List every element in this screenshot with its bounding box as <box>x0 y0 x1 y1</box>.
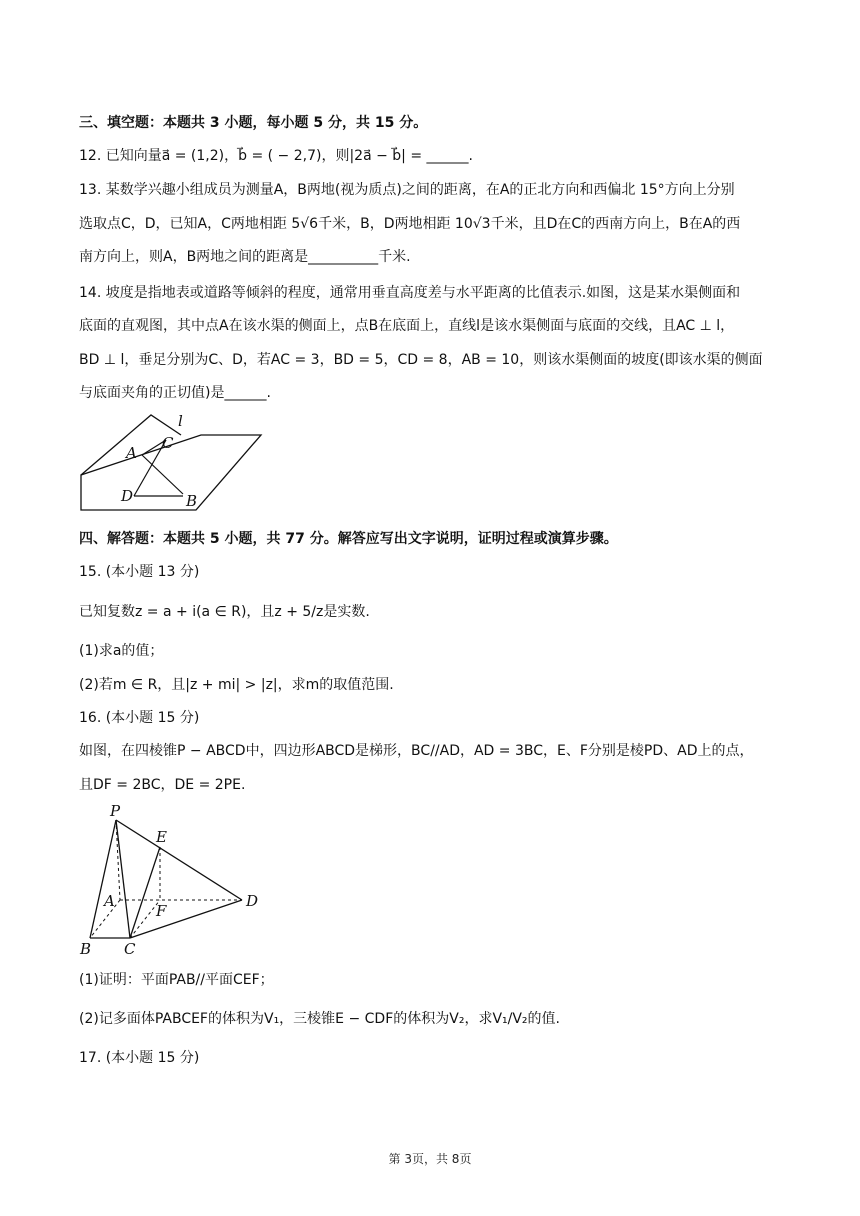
label-d: D <box>246 892 259 910</box>
label-c: C <box>162 434 174 452</box>
question-16-part-2: (2)记多面体PABCEF的体积为V₁，三棱锥E − CDF的体积为V₂，求V₁/V₂的值. <box>79 1011 560 1027</box>
question-16-stem-line-1: 如图，在四棱锥P − ABCD中，四边形ABCD是梯形，BC//AD，AD = 3BC，E、F分别是棱PD、AD上的点， <box>79 743 754 759</box>
question-13-line-3: 南方向上，则A，B两地之间的距离是__________千米. <box>79 249 411 265</box>
label-b: B <box>80 940 92 958</box>
question-15-part-2: (2)若m ∈ R，且|z + mi| > |z|，求m的取值范围. <box>79 677 394 693</box>
question-14-line-4: 与底面夹角的正切值)是______. <box>79 385 271 401</box>
label-p: P <box>110 802 121 820</box>
question-15-title: 15. (本小题 13 分) <box>79 564 200 580</box>
question-14-line-2: 底面的直观图，其中点A在该水渠的侧面上，点B在底面上，直线l是该水渠侧面与底面的交线，且AC ⊥ l， <box>79 318 735 334</box>
question-15-stem: 已知复数z = a + i(a ∈ R)，且z + 5/z是实数. <box>79 604 370 620</box>
edge-ce <box>130 847 160 938</box>
label-d: D <box>121 487 134 505</box>
segment-ab <box>142 455 183 494</box>
question-14-line-1: 14. 坡度是指地表或道路等倾斜的程度，通常用垂直高度差与水平距离的比值表示.如图，这是某水渠侧面和 <box>79 285 741 301</box>
label-e: E <box>156 828 167 846</box>
page-footer: 第 3页，共 8页 <box>388 1152 472 1166</box>
question-15-part-1: (1)求a的值； <box>79 643 164 659</box>
question-12: 12. 已知向量a⃗ = (1,2)，b⃗ = ( − 2,7)，则|2a⃗ − b⃗| = ______. <box>79 148 473 164</box>
label-l: l <box>178 412 183 430</box>
label-c: C <box>124 940 136 958</box>
question-16-stem-line-2: 且DF = 2BC，DE = 2PE. <box>79 777 246 793</box>
label-a: A <box>126 444 137 462</box>
question-16-title: 16. (本小题 15 分) <box>79 710 200 726</box>
label-f: F <box>156 902 167 920</box>
question-17-title: 17. (本小题 15 分) <box>79 1050 200 1066</box>
question-16-figure <box>76 800 276 960</box>
section-heading-solutions: 四、解答题：本题共 5 小题，共 77 分。解答应写出文字说明，证明过程或演算步骤。 <box>79 531 618 547</box>
question-16-part-1: (1)证明：平面PAB//平面CEF； <box>79 972 274 988</box>
edge-pc <box>116 820 130 938</box>
question-14-figure <box>76 410 276 520</box>
question-13-line-2: 选取点C，D，已知A，C两地相距 5√6千米，B，D两地相距 10√3千米，且D在C的西南方向上，B在A的西 <box>79 216 741 232</box>
edge-cd <box>130 900 242 938</box>
edge-pd <box>116 820 242 900</box>
label-b: B <box>186 492 198 510</box>
question-13-line-1: 13. 某数学兴趣小组成员为测量A，B两地(视为质点)之间的距离，在A的正北方向和西偏北 15°方向上分别 <box>79 182 735 198</box>
edge-pb <box>90 820 116 938</box>
label-a: A <box>104 892 115 910</box>
question-14-line-3: BD ⊥ l，垂足分别为C、D，若AC = 3，BD = 5，CD = 8，AB = 10，则该水渠侧面的坡度(即该水渠的侧面 <box>79 352 763 368</box>
section-heading-fill-in: 三、填空题：本题共 3 小题，每小题 5 分，共 15 分。 <box>79 115 428 131</box>
